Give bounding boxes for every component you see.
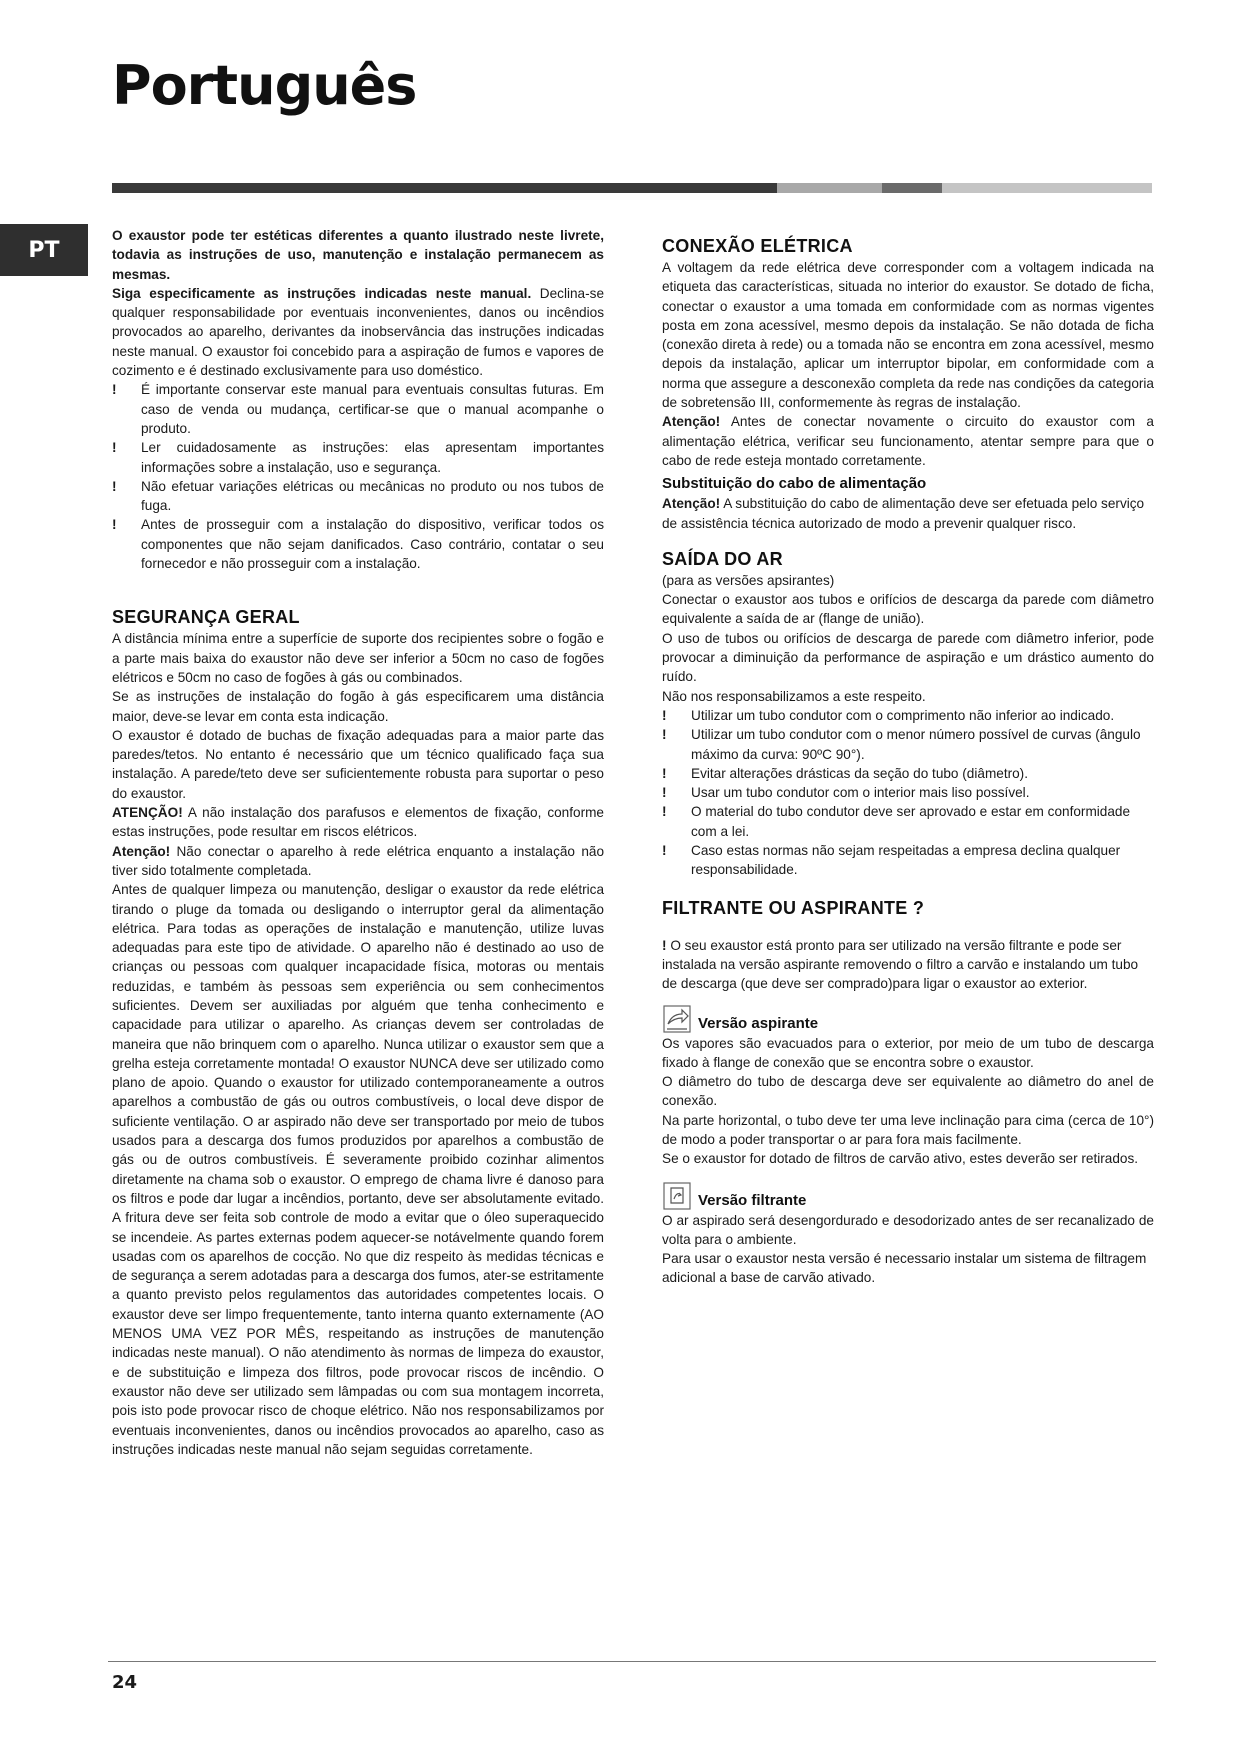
header-bar-light bbox=[777, 183, 882, 193]
section-heading-filtrante: FILTRANTE OU ASPIRANTE ? bbox=[662, 897, 925, 918]
paragraph: Se o exaustor for dotado de filtros de carvão ativo, estes deverão ser retirados. bbox=[662, 1151, 1139, 1167]
paragraph: Conectar o exaustor aos tubos e orifícios de descarga da parede com diâmetro equivalente a saída de ar (flange de união). bbox=[662, 592, 1154, 627]
header-bar-dark bbox=[112, 183, 777, 193]
paragraph: A voltagem da rede elétrica deve corresponder com a voltagem indicada na etiqueta das características, situada no interior do exaustor. Se dotado de ficha, conectar o exaustor a uma tomada em conformidade com as normas vigentes posta em zona acessível, mesmo depois da instalação. Se não dotada de ficha (conexão direta à rede) ou a tomada não se encontra em zona acessível, mesmo depois da instalação, aplicar um interruptor bipolar, em conformidade com a norma que assegure a desconexão completa da rede nas condições da categoria de sobretensão III, conformemente às regras de instalação. bbox=[662, 260, 1154, 411]
header-bar-pale bbox=[942, 183, 1152, 193]
exclamation-icon: ! bbox=[112, 517, 117, 533]
exclamation-icon: ! bbox=[662, 707, 667, 723]
paragraph: Se as instruções de instalação do fogão à gás especificarem uma distância maior, deve-se levar em conta esta indicação. bbox=[112, 689, 604, 724]
duct-list bbox=[662, 706, 1154, 880]
intro-emphasis: Siga especificamente as instruções indicadas neste manual. bbox=[112, 285, 532, 301]
section-heading-seguranca: SEGURANÇA GERAL bbox=[112, 607, 300, 628]
list-item: ! Usar um tubo condutor com o interior mais liso possível. bbox=[662, 783, 1154, 802]
exclamation-icon: ! bbox=[112, 382, 117, 398]
right-column bbox=[662, 234, 1154, 1288]
list-item: ! Ler cuidadosamente as instruções: elas apresentam importantes informações sobre a instalação, uso e segurança. bbox=[112, 440, 604, 475]
intro-paragraph-2 bbox=[112, 284, 604, 380]
list-item: ! Não efetuar variações elétricas ou mecânicas no produto ou nos tubos de fuga. bbox=[112, 478, 604, 514]
paragraph: Os vapores são evacuados para o exterior, por meio de um tubo de descarga fixado à flange de conexão que se encontra sobre o exaustor. bbox=[662, 1035, 1154, 1070]
filtrante-header bbox=[662, 1181, 1154, 1211]
intro-paragraph: O exaustor pode ter estéticas diferentes a quanto ilustrado neste livrete, todavia as instruções de uso, manutenção e instalação permanecem as mesmas. bbox=[112, 228, 604, 282]
subheading-cabo: Substituição do cabo de alimentação bbox=[662, 475, 927, 493]
exclamation-icon: ! bbox=[662, 937, 667, 953]
aspirante-header bbox=[662, 1004, 1154, 1034]
paragraph: Atenção! Não conectar o aparelho à rede elétrica enquanto a instalação não tiver sido totalmente completada. bbox=[112, 843, 604, 878]
list-item: ! Utilizar um tubo condutor com o menor número possível de curvas (ângulo máximo da curva: 90ºC 90°). bbox=[662, 727, 1141, 762]
paragraph: O uso de tubos ou orifícios de descarga de parede com diâmetro inferior, pode provocar a diminuição da performance de aspiração e um drástico aumento do ruído. bbox=[662, 630, 1154, 685]
section-heading-saida: SAÍDA DO AR bbox=[662, 548, 783, 569]
section-heading-conexao: CONEXÃO ELÉTRICA bbox=[662, 236, 853, 256]
subheading-aspirante: Versão aspirante bbox=[698, 1014, 819, 1032]
paragraph: ! O seu exaustor está pronto para ser utilizado na versão filtrante e pode ser instalada na versão aspirante removendo o filtro a carvão e instalando um tubo de descarga (que deve ser comprado)para ligar o exaustor ao exterior. bbox=[662, 937, 1139, 992]
exclamation-icon: ! bbox=[662, 727, 667, 743]
paragraph: O ar aspirado será desengordurado e desodorizado antes de ser recanalizado de volta para o ambiente. bbox=[662, 1212, 1154, 1247]
paragraph: ATENÇÃO! A não instalação dos parafusos e elementos de fixação, conforme estas instruções, pode resultar em riscos elétricos. bbox=[112, 805, 604, 840]
left-column bbox=[112, 226, 604, 1459]
paragraph: Atenção! Antes de conectar novamente o circuito do exaustor com a alimentação elétrica, verificar seu funcionamento, atentar sempre para que o cabo de rede esteja montado corretamente. bbox=[662, 414, 1154, 468]
paragraph: O diâmetro do tubo de descarga deve ser equivalente ao diâmetro do anel de conexão. bbox=[662, 1074, 1154, 1109]
paragraph: A distância mínima entre a superfície de suporte dos recipientes sobre o fogão e a parte mais baixa do exaustor não deve ser inferior a 50cm no caso de fogões elétricos e 50cm no caso de fogões à gás ou combinados. bbox=[112, 631, 604, 685]
list-item: ! Evitar alterações drásticas da seção do tubo (diâmetro). bbox=[662, 764, 1154, 783]
subheading-filtrante: Versão filtrante bbox=[698, 1191, 807, 1209]
footer-divider bbox=[108, 1661, 1156, 1662]
list-item: ! Antes de prosseguir com a instalação do dispositivo, verificar todos os componentes que não sejam danificados. Caso contrário, contatar o seu fornecedor e não prosseguir com a instalação. bbox=[112, 517, 604, 572]
page-title: Português bbox=[112, 54, 417, 117]
language-tab: PT bbox=[0, 224, 88, 276]
paragraph: O exaustor é dotado de buchas de fixação adequadas para a maior parte das paredes/tetos. No entanto é necessário que um técnico qualificado faça sua instalação. A parede/teto deve ser suficientemente robusta para suportar o peso do exaustor. bbox=[112, 727, 604, 801]
paragraph: (para as versões apsirantes) bbox=[662, 572, 835, 588]
exclamation-icon: ! bbox=[662, 804, 667, 820]
ducted-version-icon bbox=[662, 1004, 692, 1034]
intro-text: Declina-se qualquer responsabilidade por eventuais inconvenientes, danos ou incêndios provocados ao aparelho, derivantes da inobservância das instruções indicadas neste manual. O exaustor foi concebido para a aspiração de fumos e vapores de cozimento e é destinado exclusivamente para uso doméstico. bbox=[112, 285, 604, 379]
exclamation-icon: ! bbox=[662, 843, 667, 859]
exclamation-icon: ! bbox=[662, 765, 667, 781]
paragraph: Não nos responsabilizamos a este respeito. bbox=[662, 688, 926, 704]
recirculation-version-icon bbox=[662, 1181, 692, 1211]
header-bar-mid bbox=[882, 183, 942, 193]
page-number: 24 bbox=[112, 1672, 138, 1693]
list-item: ! O material do tubo condutor deve ser aprovado e estar em conformidade com a lei. bbox=[662, 804, 1131, 839]
paragraph: Para usar o exaustor nesta versão é necessario instalar um sistema de filtragem adicional a base de carvão ativado. bbox=[662, 1251, 1147, 1286]
list-item: ! Caso estas normas não sejam respeitadas a empresa declina qualquer responsabilidade. bbox=[662, 843, 1121, 878]
paragraph: Na parte horizontal, o tubo deve ter uma leve inclinação para cima (cerca de 10°) de modo a poder transportar o ar para fora mais facilmente. bbox=[662, 1112, 1154, 1147]
exclamation-icon: ! bbox=[112, 478, 117, 494]
warning-list bbox=[112, 380, 604, 573]
list-item: ! É importante conservar este manual para eventuais consultas futuras. Em caso de venda ou mudança, certificar-se que o manual acompanhe o produto. bbox=[112, 382, 604, 436]
exclamation-icon: ! bbox=[112, 440, 117, 456]
paragraph: Atenção! A substituição do cabo de alimentação deve ser efetuada pelo serviço de assistência técnica autorizado de modo a prevenir qualquer risco. bbox=[662, 496, 1145, 531]
list-item: ! Utilizar um tubo condutor com o comprimento não inferior ao indicado. bbox=[662, 706, 1154, 725]
paragraph: Antes de qualquer limpeza ou manutenção, desligar o exaustor da rede elétrica tirando o pluge da tomada ou desligando o interruptor geral da alimentação elétrica. Para todas as operações de instalação e manutenção, utilize luvas adequadas para este tipo de atividade. O aparelho não é destinado ao uso de crianças ou pessoas com qualquer incapacidade física, motoras ou mentais reduzidas, e também às pessoas sem experiência ou sem conhecimentos suficientes. Devem ser auxiliadas por alguém que tenha conhecimento e capacidade para utilizar o aparelho. As crianças devem ser controladas de maneira que não brinquem com o aparelho. Nunca utilizar o exaustor sem que a grelha esteja corretamente montada! O exaustor NUNCA deve ser utilizado como plano de apoio. Quando o exaustor for utilizado contemporaneamente a outros aparelhos a combustão de gás ou outros combustíveis, o local deve dispor de suficiente ventilação. O ar aspirado não deve ser transportado por meio de tubos usados para a descarga dos fumos produzidos por aparelhos a combustão de gás ou de outros combustíveis. É severamente proibido cozinhar alimentos diretamente na chama sob o exaustor. O emprego de chama livre é danoso para os filtros e pode dar lugar a incêndios, portanto, deve ser absolutamente evitado. A fritura deve ser feita sob controle de modo a evitar que o óleo superaquecido se incendeie. As partes externas podem aquecer-se notávelmente quando forem usadas com os aparelhos de cocção. No que diz respeito às medidas técnicas e de segurança a serem adotadas para a descarga dos fumos, ater-se estritamente a quanto previsto pelos regulamentos das autoridades competentes locais. O exaustor deve ser limpo frequentemente, tanto interna quanto externamente (AO MENOS UMA VEZ POR MÊS, respeitando as instruções de manutenção indicadas neste manual). O não atendimento às normas de limpeza do exaustor, e de substituição e limpeza dos filtros, pode provocar riscos de incêndio. O exaustor não deve ser utilizado sem lâmpadas ou com sua montagem incorreta, pois isto pode provocar risco de choque elétrico. Não nos responsabilizamos por eventuais inconvenientes, danos ou incêndios provocados ao aparelho, caso as instruções indicadas neste manual não sejam seguidas corretamente. bbox=[112, 882, 604, 1457]
exclamation-icon: ! bbox=[662, 785, 667, 801]
